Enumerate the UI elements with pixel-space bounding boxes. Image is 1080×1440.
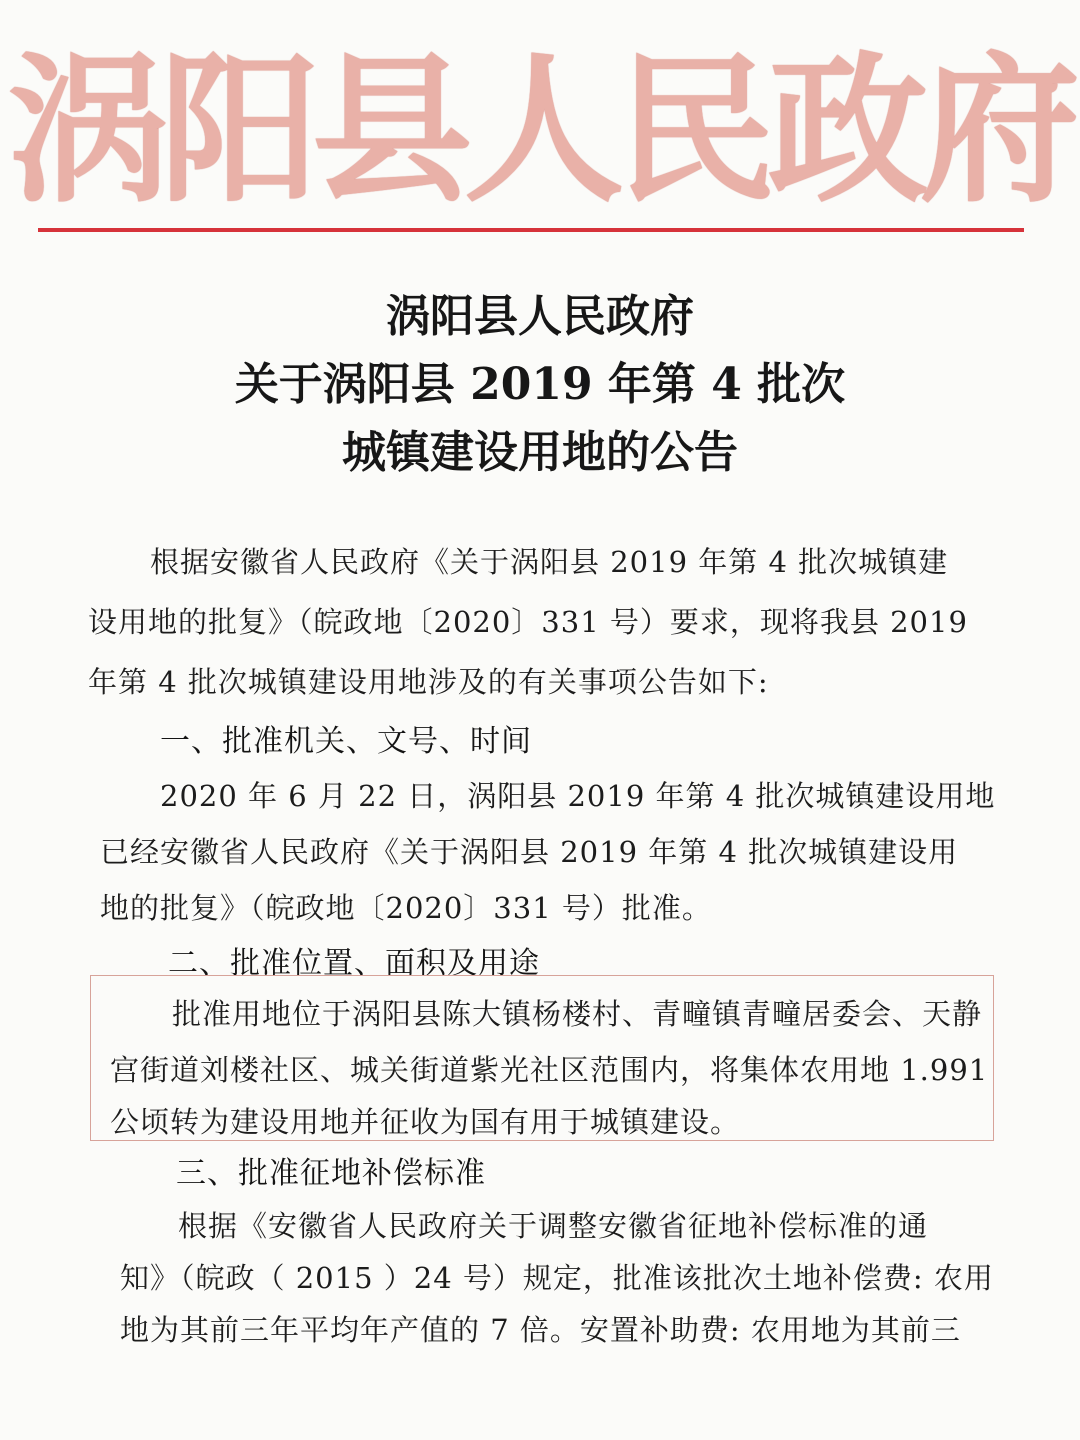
masthead: 涡阳县人民政府 [7, 36, 1072, 224]
section-2-line-1: 批准用地位于涡阳县陈大镇杨楼村、青疃镇青疃居委会、天静 [172, 997, 983, 1031]
document-title-line-3: 城镇建设用地的公告 [342, 427, 738, 478]
section-2-line-3: 公顷转为建设用地并征收为国有用于城镇建设。 [110, 1105, 741, 1139]
section-heading-1: 一、批准机关、文号、时间 [160, 724, 532, 759]
section-1-line-2: 已经安徽省人民政府《关于涡阳县 2019 年第 4 批次城镇建设用 [100, 835, 959, 869]
red-divider [38, 228, 1024, 232]
section-3-line-2: 知》（皖政（ 2015 ）24 号）规定，批准该批次土地补偿费: 农用 [120, 1261, 994, 1295]
section-3-line-1: 根据《安徽省人民政府关于调整安徽省征地补偿标准的通 [178, 1209, 929, 1243]
section-3-line-3: 地为其前三年平均年产值的 7 倍。安置补助费: 农用地为其前三 [120, 1313, 961, 1347]
document-title-line-1: 涡阳县人民政府 [386, 291, 694, 342]
intro-line-1: 根据安徽省人民政府《关于涡阳县 2019 年第 4 批次城镇建 [150, 545, 949, 579]
section-1-line-3: 地的批复》（皖政地〔2020〕331 号）批准。 [100, 891, 712, 925]
intro-line-2: 设用地的批复》（皖政地〔2020〕331 号）要求，现将我县 2019 [88, 605, 968, 639]
section-1-line-1: 2020 年 6 月 22 日，涡阳县 2019 年第 4 批次城镇建设用地 [160, 779, 996, 813]
intro-line-3: 年第 4 批次城镇建设用地涉及的有关事项公告如下: [88, 665, 769, 699]
section-heading-2: 二、批准位置、面积及用途 [168, 946, 540, 981]
section-2-line-2: 宫街道刘楼社区、城关街道紫光社区范围内，将集体农用地 1.991 [110, 1053, 989, 1087]
document-title-line-2: 关于涡阳县 2019 年第 4 批次 [234, 359, 846, 410]
section-heading-3: 三、批准征地补偿标准 [176, 1156, 486, 1191]
